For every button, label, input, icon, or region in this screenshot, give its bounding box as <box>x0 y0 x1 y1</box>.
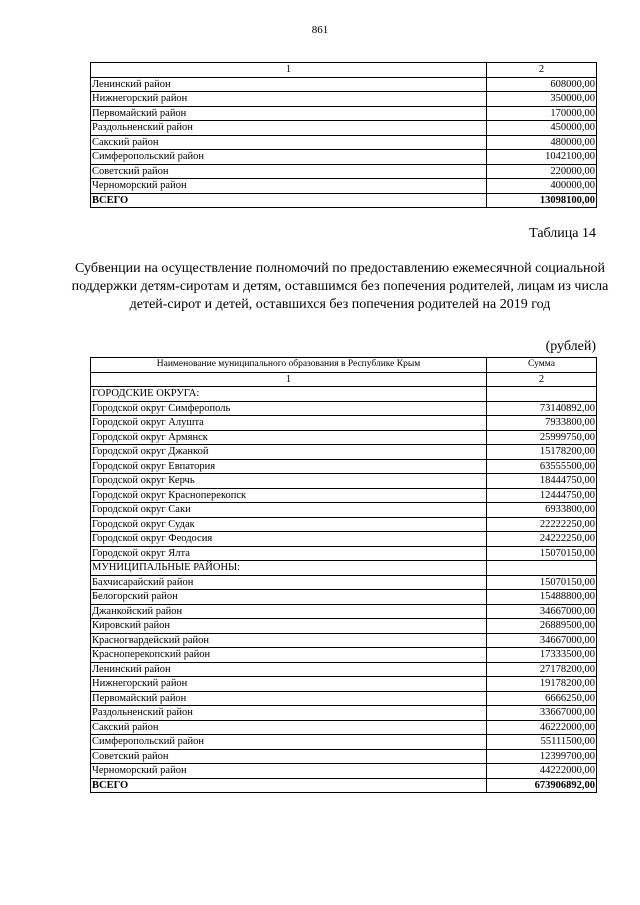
row-name: Первомайский район <box>91 106 487 121</box>
table-row <box>91 720 597 735</box>
row-value: 63555500,00 <box>487 459 597 474</box>
row-value: 13098100,00 <box>487 193 597 208</box>
group-header-row <box>91 387 597 402</box>
table-row <box>91 430 597 445</box>
table-row <box>91 532 597 547</box>
table-row <box>91 401 597 416</box>
table-row <box>91 445 597 460</box>
table-row <box>91 604 597 619</box>
row-value: 220000,00 <box>487 164 597 179</box>
row-name: Советский район <box>91 749 487 764</box>
group-header-row <box>91 561 597 576</box>
row-name: Нижнегорский район <box>91 677 487 692</box>
row-name: Нижнегорский район <box>91 92 487 107</box>
row-value: 400000,00 <box>487 179 597 194</box>
row-name: Красногвардейский район <box>91 633 487 648</box>
row-value: 15178200,00 <box>487 445 597 460</box>
subvention-table <box>90 357 597 793</box>
table-row <box>91 164 597 179</box>
table-row <box>91 503 597 518</box>
table-row <box>91 575 597 590</box>
row-value: 12444750,00 <box>487 488 597 503</box>
row-value: 170000,00 <box>487 106 597 121</box>
row-value: 15488800,00 <box>487 590 597 605</box>
table-row <box>91 706 597 721</box>
row-name: Симферопольский район <box>91 150 487 165</box>
row-name: Городской округ Керчь <box>91 474 487 489</box>
row-value: 25999750,00 <box>487 430 597 445</box>
row-value: 46222000,00 <box>487 720 597 735</box>
table-row <box>91 677 597 692</box>
row-name: Ленинский район <box>91 662 487 677</box>
table-header-row <box>91 358 597 373</box>
row-value: 7933800,00 <box>487 416 597 431</box>
row-name: Черноморский район <box>91 764 487 779</box>
table-row <box>91 619 597 634</box>
row-name: Кировский район <box>91 619 487 634</box>
column-number-row <box>91 372 597 387</box>
row-name: ВСЕГО <box>91 778 487 793</box>
table-row <box>91 150 597 165</box>
row-value: 6933800,00 <box>487 503 597 518</box>
row-value: 673906892,00 <box>487 778 597 793</box>
row-value: 350000,00 <box>487 92 597 107</box>
row-name: Советский район <box>91 164 487 179</box>
row-name: Сакский район <box>91 135 487 150</box>
table-row <box>91 749 597 764</box>
row-name: Красноперекопский район <box>91 648 487 663</box>
row-name: Городской округ Судак <box>91 517 487 532</box>
row-value: 6666250,00 <box>487 691 597 706</box>
row-name: Джанкойский район <box>91 604 487 619</box>
table-row <box>91 735 597 750</box>
row-name: Городской округ Армянск <box>91 430 487 445</box>
table-number: Таблица 14 <box>529 226 596 241</box>
table-row <box>91 121 597 136</box>
table-row <box>91 106 597 121</box>
row-name: Городской округ Алушта <box>91 416 487 431</box>
table-row <box>91 459 597 474</box>
row-name: Городской округ Евпатория <box>91 459 487 474</box>
row-value: 15070150,00 <box>487 575 597 590</box>
row-value: 480000,00 <box>487 135 597 150</box>
row-name: Сакский район <box>91 720 487 735</box>
units-label: (рублей) <box>545 339 596 354</box>
row-value: 26889500,00 <box>487 619 597 634</box>
row-value: 22222250,00 <box>487 517 597 532</box>
row-name: Городской округ Феодосия <box>91 532 487 547</box>
row-name: Ленинский район <box>91 77 487 92</box>
column-number: 1 <box>91 63 487 78</box>
row-value: 1042100,00 <box>487 150 597 165</box>
table-row <box>91 474 597 489</box>
table-row <box>91 633 597 648</box>
row-value: 27178200,00 <box>487 662 597 677</box>
row-name: Городской округ Джанкой <box>91 445 487 460</box>
row-value: 12399700,00 <box>487 749 597 764</box>
row-value: 608000,00 <box>487 77 597 92</box>
table-row <box>91 590 597 605</box>
row-value: 19178200,00 <box>487 677 597 692</box>
header-name: Наименование муниципального образования в Республике Крым <box>91 358 487 373</box>
row-name: Городской округ Красноперекопск <box>91 488 487 503</box>
row-name: МУНИЦИПАЛЬНЫЕ РАЙОНЫ: <box>91 561 487 576</box>
page-number: 861 <box>311 24 329 36</box>
column-number: 1 <box>91 372 487 387</box>
table-row <box>91 92 597 107</box>
total-row <box>91 778 597 793</box>
row-name: Городской округ Ялта <box>91 546 487 561</box>
row-name: Раздольненский район <box>91 121 487 136</box>
table-row <box>91 77 597 92</box>
row-value: 450000,00 <box>487 121 597 136</box>
row-value <box>487 387 597 402</box>
table-row <box>91 135 597 150</box>
table-title: Субвенции на осуществление полномочий по предоставлению ежемесячной социальной поддержки детям-сиротам и детям, оставшимся без попечения родителей, лицам из числа детей-сирот и детей, оставшихся без попечения родителей на 2019 год <box>71 261 609 312</box>
row-name: Раздольненский район <box>91 706 487 721</box>
row-value: 17333500,00 <box>487 648 597 663</box>
row-name: Бахчисарайский район <box>91 575 487 590</box>
row-name: ГОРОДСКИЕ ОКРУГА: <box>91 387 487 402</box>
header-sum: Сумма <box>487 358 597 373</box>
row-value: 55111500,00 <box>487 735 597 750</box>
row-value: 15070150,00 <box>487 546 597 561</box>
total-row <box>91 193 597 208</box>
table-row <box>91 546 597 561</box>
row-name: ВСЕГО <box>91 193 487 208</box>
row-value: 34667000,00 <box>487 604 597 619</box>
row-name: Городской округ Саки <box>91 503 487 518</box>
table-row <box>91 764 597 779</box>
row-name: Черноморский район <box>91 179 487 194</box>
row-name: Первомайский район <box>91 691 487 706</box>
row-value: 33667000,00 <box>487 706 597 721</box>
column-number: 2 <box>487 372 597 387</box>
row-value: 44222000,00 <box>487 764 597 779</box>
top-table <box>90 62 597 208</box>
table-row <box>91 648 597 663</box>
row-name: Белогорский район <box>91 590 487 605</box>
row-name: Городской округ Симферополь <box>91 401 487 416</box>
row-name: Симферопольский район <box>91 735 487 750</box>
table-row <box>91 488 597 503</box>
table-row <box>91 691 597 706</box>
table-row <box>91 517 597 532</box>
table-row <box>91 179 597 194</box>
row-value: 73140892,00 <box>487 401 597 416</box>
row-value: 34667000,00 <box>487 633 597 648</box>
column-number: 2 <box>487 63 597 78</box>
row-value <box>487 561 597 576</box>
row-value: 24222250,00 <box>487 532 597 547</box>
row-value: 18444750,00 <box>487 474 597 489</box>
table-row <box>91 662 597 677</box>
column-number-row <box>91 63 597 78</box>
table-row <box>91 416 597 431</box>
